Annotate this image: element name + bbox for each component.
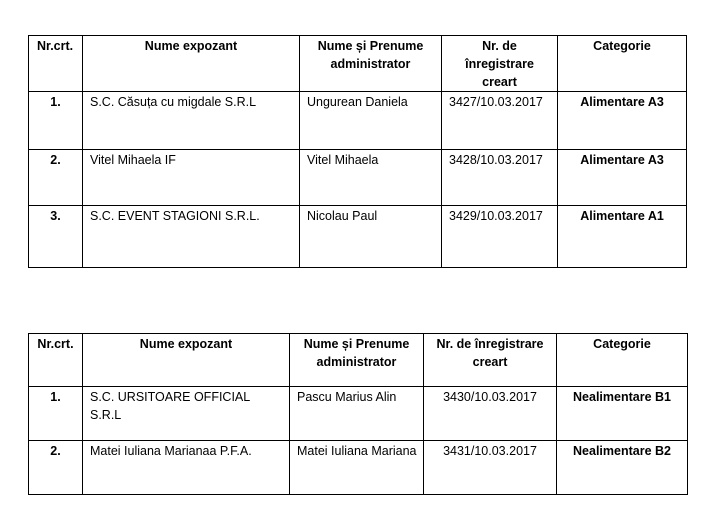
table-row [29, 150, 687, 206]
cell-administrator: Matei Iuliana Mariana [290, 441, 424, 495]
cell-categorie: Alimentare A1 [558, 206, 687, 268]
header-nr-crt: Nr.crt. [29, 334, 83, 387]
table-row [29, 441, 688, 495]
cell-categorie: Alimentare A3 [558, 150, 687, 206]
header-nr-inregistrare: Nr. de înregistrare creart [424, 334, 557, 387]
header-nume-expozant: Nume expozant [83, 334, 290, 387]
cell-inregistrare: 3429/10.03.2017 [442, 206, 558, 268]
header-nume-administrator: Nume și Prenume administrator [290, 334, 424, 387]
cell-expozant: Vitel Mihaela IF [83, 150, 300, 206]
cell-categorie: Nealimentare B1 [557, 387, 688, 441]
header-nume-administrator: Nume și Prenume administrator [300, 36, 442, 92]
header-nume-expozant: Nume expozant [83, 36, 300, 92]
table-row [29, 206, 687, 268]
cell-inregistrare: 3431/10.03.2017 [424, 441, 557, 495]
cell-categorie: Alimentare A3 [558, 92, 687, 150]
cell-nr: 2. [29, 150, 83, 206]
cell-nr: 2. [29, 441, 83, 495]
exhibitors-table-food [28, 35, 687, 268]
cell-administrator: Pascu Marius Alin [290, 387, 424, 441]
table-header-row [29, 334, 688, 387]
cell-administrator: Nicolau Paul [300, 206, 442, 268]
cell-expozant: S.C. URSITOARE OFFICIAL S.R.L [83, 387, 290, 441]
cell-nr: 1. [29, 387, 83, 441]
header-nr-inregistrare: Nr. de înregistrare creart [442, 36, 558, 92]
table-row [29, 387, 688, 441]
header-nr-crt: Nr.crt. [29, 36, 83, 92]
exhibitors-table-nonfood [28, 333, 688, 495]
cell-nr: 3. [29, 206, 83, 268]
cell-inregistrare: 3430/10.03.2017 [424, 387, 557, 441]
cell-administrator: Ungurean Daniela [300, 92, 442, 150]
cell-inregistrare: 3428/10.03.2017 [442, 150, 558, 206]
cell-expozant: S.C. EVENT STAGIONI S.R.L. [83, 206, 300, 268]
cell-nr: 1. [29, 92, 83, 150]
cell-expozant: Matei Iuliana Marianaa P.F.A. [83, 441, 290, 495]
table-header-row [29, 36, 687, 92]
cell-administrator: Vitel Mihaela [300, 150, 442, 206]
header-categorie: Categorie [557, 334, 688, 387]
header-categorie: Categorie [558, 36, 687, 92]
table-row [29, 92, 687, 150]
cell-expozant: S.C. Căsuța cu migdale S.R.L [83, 92, 300, 150]
cell-categorie: Nealimentare B2 [557, 441, 688, 495]
cell-inregistrare: 3427/10.03.2017 [442, 92, 558, 150]
